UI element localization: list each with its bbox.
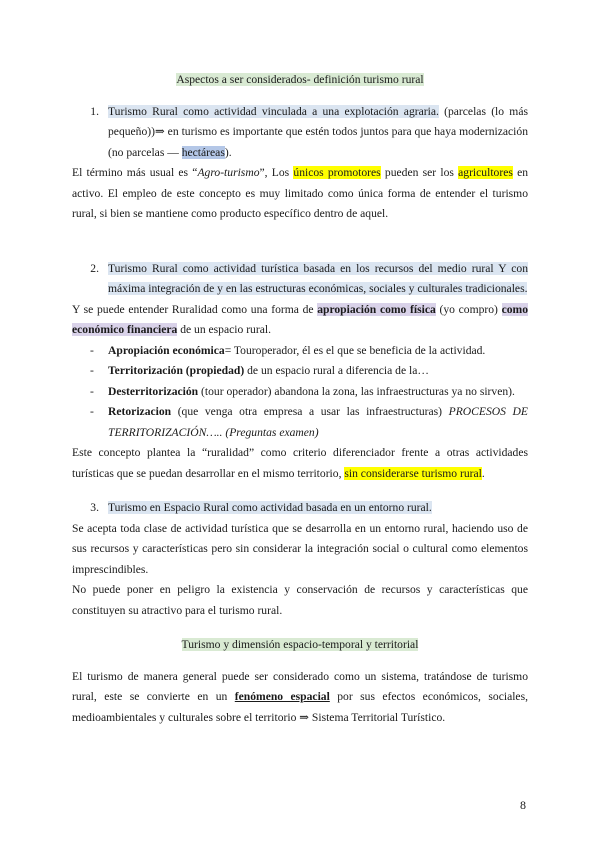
item-text: (parcelas (lo más pequeño))⇒ en turismo es importante que estén todos juntos para que haya modernización (no parcelas —	[108, 104, 528, 159]
text-run: ”, Los	[259, 166, 294, 179]
bullet-dash: -	[90, 384, 94, 398]
item-highlight: Turismo Rural como actividad vinculada a una explotación agraria.	[108, 104, 439, 118]
heading-highlight: Turismo y dimensión espacio-temporal y territorial	[181, 638, 419, 651]
paragraph-espacio-rural: Se acepta toda clase de actividad turística que se desarrolla en un entorno rural, haciendo uso de sus recursos y características pero sin considerar la integración social o cultural como elementos imprescindibles.	[72, 521, 528, 576]
item-text-end: ).	[224, 145, 232, 159]
item-number: 1.	[90, 104, 99, 118]
bullet-body	[108, 361, 528, 382]
bullet-item	[72, 341, 528, 362]
item-body	[108, 259, 528, 300]
text-run: de un espacio rural.	[177, 323, 271, 336]
section-heading-dimension	[72, 635, 528, 656]
bullet-text: de un espacio rural a diferencia de la…	[244, 364, 429, 377]
bullet-term: Apropiación económica	[108, 343, 225, 357]
bullet-item	[72, 402, 528, 443]
bullet-text: (que venga otra empresa a usar las infraestructuras)	[171, 405, 449, 418]
bullet-text: = Touroperador, él es el que se beneficia de la actividad.	[224, 343, 486, 357]
item-body	[108, 102, 528, 164]
paragraph-agroturismo	[72, 163, 528, 225]
bullet-dash: -	[90, 405, 94, 418]
text-run: El turismo de manera general puede ser considerado como un sistema, tratándose de turismo rural, este se convierte en un	[72, 669, 528, 703]
apropiacion-highlight: apropiación como física	[317, 302, 436, 316]
heading-highlight: Aspectos a ser considerados- definición turismo rural	[176, 73, 424, 86]
numbered-item-2	[72, 259, 528, 300]
economico-highlight: como económico financiera	[72, 302, 528, 336]
bullet-dash: -	[90, 343, 94, 357]
item-number: 2.	[90, 261, 99, 275]
text-run: Este concepto plantea la “ruralidad” como criterio diferenciador frente a otras actividades turísticas que se puedan desarrollar en el mismo territorio,	[72, 446, 528, 480]
bullet-item	[72, 382, 528, 403]
text-run: .	[481, 466, 485, 480]
page-number: 8	[520, 798, 526, 812]
agroturismo-term: Agro-turismo	[197, 166, 260, 179]
text-run: (yo compro)	[435, 302, 502, 316]
paragraph-sistema	[72, 667, 528, 729]
paragraph-no-peligro: No puede poner en peligro la existencia y conservación de recursos y características que constituyen su atractivo para el turismo rural.	[72, 583, 528, 617]
fenomeno-espacial-term: fenómeno espacial	[234, 690, 330, 703]
bullet-text: (tour operador) abandona la zona, las infraestructuras ya no sirven).	[198, 384, 515, 398]
hectareas-highlight: hectáreas	[181, 145, 225, 159]
agricultores-highlight: agricultores	[458, 166, 513, 179]
unicos-promotores-highlight: únicos promotores	[293, 166, 381, 179]
item-number: 3.	[90, 501, 99, 514]
item-body	[108, 498, 528, 519]
text-run: por sus efectos económicos, sociales, medioambientales y culturales sobre el territorio ⇒ Sistema Territorial Turístico.	[72, 690, 528, 724]
item-highlight: Turismo Rural como actividad turística basada en los recursos del medio rural Y con máxima integración de y en las estructuras económicas, sociales y culturales tradicionales.	[108, 261, 528, 295]
document-page	[72, 70, 528, 728]
bullet-body	[108, 341, 528, 362]
text-run: en activo. El empleo de este concepto es muy limitado como única forma de entender el turismo rural, si bien se mantiene como producto específico dentro de aquel.	[72, 166, 529, 220]
bullet-italic-note: PROCESOS DE TERRITORIZACIÓN….. (Preguntas examen)	[108, 405, 529, 439]
bullet-body	[108, 402, 528, 443]
item-highlight: Turismo en Espacio Rural como actividad basada en un entorno rural.	[108, 501, 432, 514]
bullet-term: Desterritorización	[108, 384, 199, 398]
text-run: Y se puede entender Ruralidad como una forma de	[72, 302, 318, 316]
paragraph-criterio	[72, 443, 528, 484]
text-run: El término más usual es “	[72, 166, 198, 179]
numbered-item-3	[72, 498, 528, 519]
bullet-dash: -	[90, 364, 94, 377]
bullet-body	[108, 382, 528, 403]
paragraph-ruralidad	[72, 300, 528, 341]
section-heading-aspectos	[72, 70, 528, 91]
numbered-item-1	[72, 102, 528, 164]
sin-considerarse-highlight: sin considerarse turismo rural	[344, 466, 482, 480]
bullet-term: Territorización (propiedad)	[108, 364, 245, 377]
bullet-term: Retorizacion	[108, 405, 172, 418]
text-run: pueden ser los	[380, 166, 459, 179]
bullet-item	[72, 361, 528, 382]
